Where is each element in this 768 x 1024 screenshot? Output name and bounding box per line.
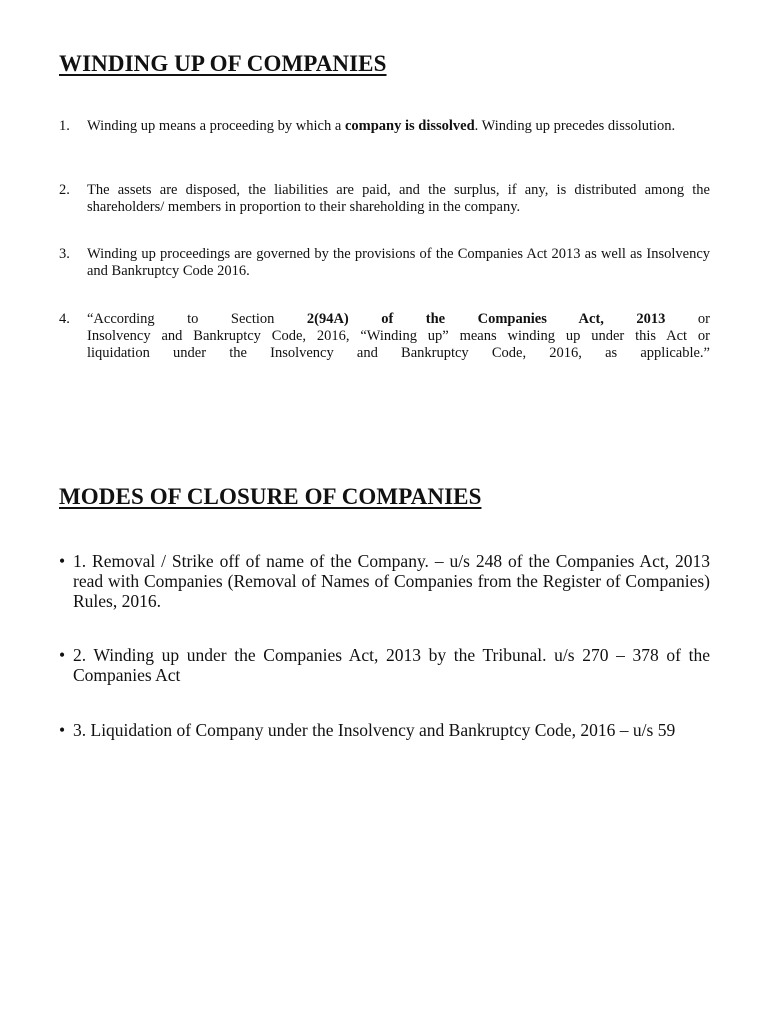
numbered-item-4 [59,311,710,362]
item-text: The assets are disposed, the liabilities are paid, and the surplus, if any, is distributed among the shareholders/ members in proportion to their shareholding in the company. [87,182,710,215]
bullet-dot: • [59,720,66,740]
item-text-pre: Winding up means a proceeding by which a [87,118,345,134]
section-title-winding-up: WINDING UP OF COMPANIES [59,51,387,76]
item-number: 2. [59,182,70,198]
bullet-text: 2. Winding up under the Companies Act, 2013 by the Tribunal. u/s 270 – 378 of the Companies Act [73,645,710,685]
item-line-3: liquidation under the Insolvency and Bankruptcy Code, 2016, as applicable.” [87,345,710,361]
item-text-post: . Winding up precedes dissolution. [474,118,676,134]
item-line-1-pre: “According to Section [87,311,307,327]
item-line-1 [87,311,710,328]
numbered-item-3 [59,246,710,280]
item-text: Winding up proceedings are governed by the provisions of the Companies Act 2013 as well as Insolvency and Bankruptcy Code 2016. [87,246,710,279]
bullet-item-1 [59,551,710,611]
numbered-item-2 [59,182,710,216]
item-line-1-post: or [665,311,710,327]
bullet-item-3 [59,720,710,740]
bullet-dot: • [59,551,66,571]
item-number: 4. [59,311,70,327]
item-line-2: Insolvency and Bankruptcy Code, 2016, “Winding up” means winding up under this Act or [87,328,710,344]
item-number: 3. [59,246,70,262]
bullet-text: 1. Removal / Strike off of name of the Company. – u/s 248 of the Companies Act, 2013 read with Companies (Removal of Names of Companies from the Register of Companies) Rules, 2016. [73,551,710,611]
item-text [87,118,710,135]
item-line-1-bold: 2(94A) of the Companies Act, 2013 [306,311,666,327]
bullet-text: 3. Liquidation of Company under the Insolvency and Bankruptcy Code, 2016 – u/s 59 [73,720,676,740]
numbered-item-1 [59,118,710,135]
item-text-bold: company is dissolved [344,118,475,134]
section-title-modes-of-closure: MODES OF CLOSURE OF COMPANIES [59,484,482,509]
bullet-item-2 [59,645,710,685]
item-number: 1. [59,118,70,134]
item-text [87,311,710,362]
bullet-dot: • [59,645,66,665]
